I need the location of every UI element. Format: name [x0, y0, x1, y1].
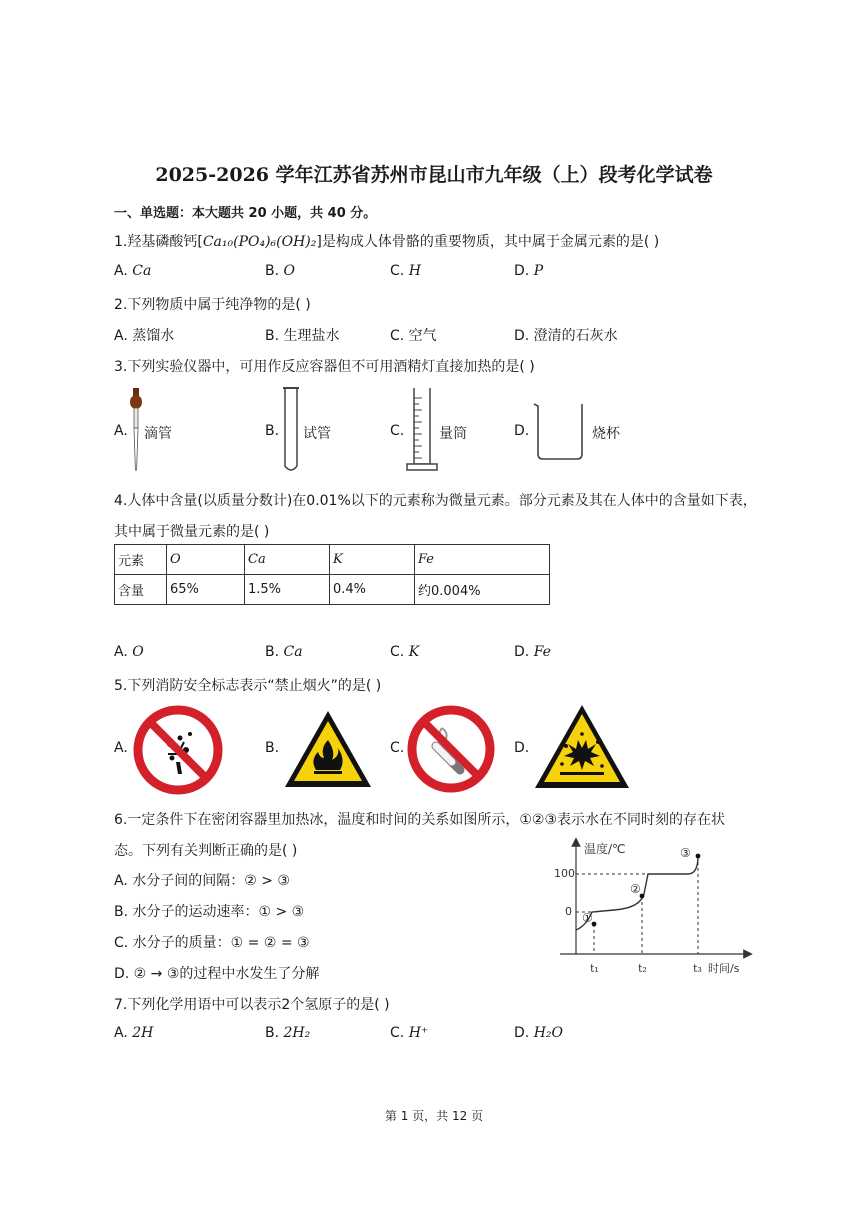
q4-option-d[interactable]: D. Fe [514, 644, 551, 660]
point-1-label: ① [582, 911, 593, 925]
q3-option-a[interactable]: A. [114, 423, 128, 439]
table-cell: 约0.004% [415, 575, 550, 605]
question-7: 7.下列化学用语中可以表示2个氢原子的是( ) [114, 997, 390, 1013]
q7-option-b[interactable]: B. 2H₂ [265, 1025, 311, 1041]
point-2-label: ② [630, 882, 641, 896]
graduated-cylinder-icon [405, 386, 439, 474]
q4-option-c[interactable]: C. K [390, 644, 420, 660]
table-cell: 65% [167, 575, 245, 605]
q3-label-c: 量筒 [439, 426, 467, 442]
section-heading: 一、单选题：本大题共 20 小题，共 40 分。 [114, 206, 377, 221]
table-cell: O [167, 545, 245, 575]
q3-label-a: 滴管 [144, 426, 172, 442]
table-cell: Fe [415, 545, 550, 575]
q2-option-b[interactable]: B. 生理盐水 [265, 328, 340, 344]
test-tube-icon [281, 386, 301, 476]
flammable-warning-sign-icon [282, 708, 374, 790]
table-cell: 1.5% [245, 575, 330, 605]
table-cell: 0.4% [330, 575, 415, 605]
q1-formula: Ca₁₀(PO₄)₆(OH)₂ [202, 234, 317, 250]
no-fireworks-sign-icon [132, 704, 224, 796]
dropper-icon [126, 388, 146, 474]
y-tick-0: 0 [565, 905, 572, 918]
q7-option-a[interactable]: A. 2H [114, 1025, 154, 1041]
q2-option-a[interactable]: A. 蒸馏水 [114, 328, 175, 344]
q7-option-c[interactable]: C. H⁺ [390, 1025, 429, 1041]
question-1 [114, 231, 659, 251]
question-6-line1: 6.一定条件下在密闭容器里加热冰，温度和时间的关系如图所示，①②③表示水在不同时刻的存在状 [114, 812, 726, 828]
x-tick-t1: t₁ [590, 962, 599, 975]
table-cell: Ca [245, 545, 330, 575]
q6-option-d[interactable]: D. ② → ③的过程中水发生了分解 [114, 966, 320, 982]
table-row [115, 545, 550, 575]
q6-option-c[interactable]: C. 水分子的质量：① = ② = ③ [114, 935, 310, 951]
point-3-label: ③ [680, 846, 691, 860]
y-axis-label: 温度/℃ [584, 842, 626, 856]
q2-option-c[interactable]: C. 空气 [390, 328, 437, 344]
q1-prefix: 1.羟基磷酸钙[ [114, 234, 203, 250]
x-tick-t2: t₂ [638, 962, 647, 975]
table-cell: K [330, 545, 415, 575]
q3-option-b[interactable]: B. [265, 423, 280, 439]
y-tick-100: 100 [554, 867, 575, 880]
table-cell: 含量 [115, 575, 167, 605]
explosive-warning-sign-icon [532, 702, 632, 792]
question-4-line1: 4.人体中含量(以质量分数计)在0.01%以下的元素称为微量元素。部分元素及其在人体中的含量如下表， [114, 493, 757, 509]
q4-option-b[interactable]: B. Ca [265, 644, 303, 660]
question-6-line2: 态。下列有关判断正确的是( ) [114, 843, 298, 859]
q7-option-d[interactable]: D. H₂O [514, 1025, 563, 1041]
page-title: 2025-2026 学年江苏省苏州市昆山市九年级（上）段考化学试卷 [155, 164, 713, 186]
q3-label-d: 烧杯 [592, 426, 620, 442]
question-5: 5.下列消防安全标志表示“禁止烟火”的是( ) [114, 678, 382, 694]
q1-option-d[interactable]: D. P [514, 263, 544, 279]
q1-suffix: ]是构成人体骨骼的重要物质，其中属于金属元素的是( ) [316, 234, 660, 250]
page-footer: 第 1 页，共 12 页 [384, 1109, 484, 1123]
element-content-table [114, 544, 550, 605]
q5-option-a[interactable]: A. [114, 740, 128, 756]
temperature-time-graph [540, 836, 760, 978]
beaker-icon [532, 400, 588, 462]
q6-option-b[interactable]: B. 水分子的运动速率：① > ③ [114, 904, 305, 920]
q5-option-b[interactable]: B. [265, 740, 280, 756]
q5-option-c[interactable]: C. [390, 740, 405, 756]
q3-label-b: 试管 [303, 426, 331, 442]
q3-option-d[interactable]: D. [514, 423, 530, 439]
table-cell: 元素 [115, 545, 167, 575]
question-2: 2.下列物质中属于纯净物的是( ) [114, 297, 311, 313]
q1-option-b[interactable]: B. O [265, 263, 295, 279]
q2-option-d[interactable]: D. 澄清的石灰水 [514, 328, 618, 344]
x-axis-label: 时间/s [708, 962, 740, 975]
no-smoking-sign-icon [406, 704, 496, 794]
q3-option-c[interactable]: C. [390, 423, 405, 439]
table-row [115, 575, 550, 605]
question-4-line2: 其中属于微量元素的是( ) [114, 524, 270, 540]
q5-option-d[interactable]: D. [514, 740, 530, 756]
q6-option-a[interactable]: A. 水分子间的间隔：② > ③ [114, 873, 290, 889]
x-tick-t3: t₃ [693, 962, 702, 975]
question-3: 3.下列实验仪器中，可用作反应容器但不可用酒精灯直接加热的是( ) [114, 359, 535, 375]
q1-option-c[interactable]: C. H [390, 263, 421, 279]
q4-option-a[interactable]: A. O [114, 644, 144, 660]
q1-option-a[interactable]: A. Ca [114, 263, 152, 279]
